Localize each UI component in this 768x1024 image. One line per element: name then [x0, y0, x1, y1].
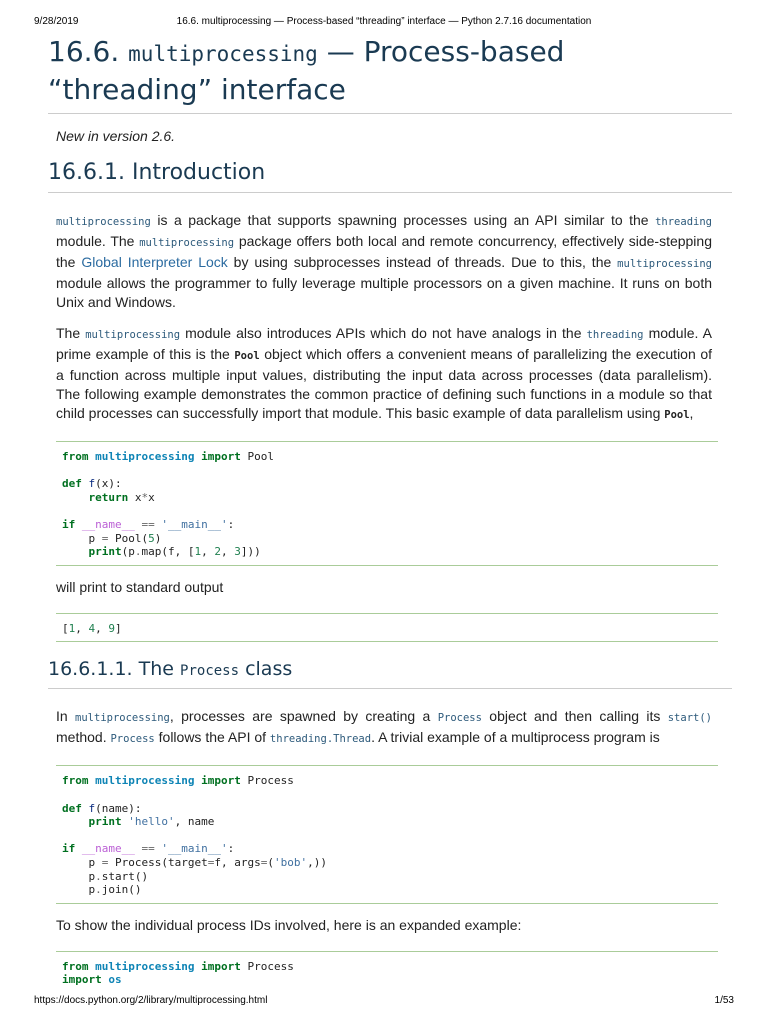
code-token: 'bob' [273, 855, 308, 869]
code-token: from [62, 450, 89, 463]
heading-number: 16.6.1.1. The [48, 658, 181, 681]
text-span: module also introduces APIs which do not have analogs in the [180, 325, 587, 341]
version-note: New in version 2.6. [56, 128, 176, 144]
code-token: p [62, 869, 96, 883]
code-literal[interactable]: Pool [234, 350, 260, 362]
print-title: 16.6. multiprocessing — Process-based “threading” interface — Python 2.7.16 documentation [176, 16, 592, 27]
code-token: Process(target [108, 855, 208, 869]
text-span: module allows the programmer to fully leverage multiple processors on a given machine. It runs on both Unix and Windows. [56, 275, 712, 310]
code-token: from [62, 774, 89, 788]
code-token: import [201, 450, 241, 463]
intro-paragraph-1 [56, 211, 712, 312]
code-token [82, 477, 89, 490]
title-rest: — Process-based “threading” interface [48, 35, 565, 106]
code-output [56, 613, 718, 643]
code-token: 9 [108, 621, 115, 635]
code-line [62, 774, 294, 787]
code-token: f [88, 801, 96, 815]
expanded-caption: To show the individual process IDs involved, here is an expanded example: [56, 916, 522, 933]
code-token: , [220, 545, 235, 559]
code-token: = [101, 855, 109, 869]
code-token [62, 491, 89, 504]
text-span: object and then calling its [481, 708, 668, 725]
code-token: : [227, 517, 235, 531]
code-line [62, 802, 141, 815]
process-class-heading [48, 656, 732, 689]
code-literal[interactable]: Pool [664, 409, 690, 421]
gil-link[interactable]: Global Interpreter Lock [81, 254, 228, 270]
print-url: https://docs.python.org/2/library/multiprocessing.html [34, 995, 268, 1006]
document-body [48, 34, 732, 993]
code-token: ,)) [307, 855, 327, 869]
code-token: , [75, 621, 89, 635]
code-token: : [227, 842, 235, 856]
text-span: by using subprocesses instead of threads. Due to this, the [227, 254, 618, 270]
code-token: multiprocessing [95, 959, 195, 973]
code-example-pool [56, 441, 718, 566]
code-token [75, 842, 82, 855]
code-token [62, 815, 89, 828]
code-token: (name): [95, 801, 142, 815]
code-token: ( [267, 855, 274, 869]
code-line [62, 532, 161, 545]
code-token: Process [240, 774, 294, 788]
module-name: multiprocessing [128, 42, 318, 66]
code-token: p [62, 531, 102, 545]
code-token: , [95, 621, 109, 635]
code-token: start() [101, 869, 149, 883]
code-literal[interactable]: multiprocessing [56, 216, 151, 228]
code-token: Process [240, 959, 294, 973]
code-token: 5 [148, 531, 155, 545]
code-token: def [62, 801, 82, 815]
code-example-process [56, 765, 718, 903]
code-token: 1 [68, 621, 76, 635]
code-token: import [201, 959, 241, 973]
code-token: = [260, 855, 268, 869]
code-token: from [62, 959, 89, 973]
code-token: join() [101, 883, 142, 897]
code-token [82, 802, 89, 815]
print-header [34, 16, 734, 30]
code-line [62, 883, 142, 896]
code-token: '__main__' [161, 842, 228, 856]
code-token: == [141, 842, 155, 856]
heading-rest: class [239, 658, 293, 681]
code-example-expanded [56, 951, 718, 993]
code-token: = [101, 531, 109, 545]
text-span: module. A prime example of this is the [56, 325, 713, 362]
code-line [62, 842, 234, 855]
code-token: '__main__' [161, 517, 228, 531]
code-token: f [88, 477, 96, 491]
code-token: ) [154, 531, 162, 545]
text-span: , processes are spawned by creating a [169, 708, 438, 725]
code-token: == [141, 517, 155, 531]
code-token: x [128, 490, 142, 504]
code-literal[interactable]: threading [655, 216, 712, 228]
code-token: multiprocessing [95, 774, 195, 788]
code-token: import [201, 774, 241, 788]
code-token: __name__ [81, 517, 135, 531]
code-token: . [134, 545, 142, 559]
code-token: Pool( [108, 531, 149, 545]
code-token [75, 518, 82, 531]
print-date: 9/28/2019 [34, 16, 79, 27]
code-token: 1 [194, 545, 202, 559]
code-token: def [62, 477, 82, 491]
code-token: multiprocessing [95, 450, 195, 463]
code-token: print [88, 545, 122, 559]
code-line [62, 973, 122, 986]
text-span: is a package that supports spawning processes using an API similar to the [150, 212, 656, 228]
code-line [62, 870, 148, 883]
text-span: follows the API of [154, 729, 270, 746]
print-footer [34, 995, 734, 1009]
section-number: 16.6. [48, 35, 120, 68]
code-token: print [88, 815, 122, 829]
code-token: 'hello' [128, 815, 175, 829]
page-number: 1/53 [714, 995, 734, 1006]
process-paragraph [56, 707, 712, 749]
code-token: p [62, 855, 102, 869]
heading-code: Process [180, 663, 240, 680]
page-title [48, 34, 732, 114]
code-token: , name [174, 815, 215, 829]
code-token: 4 [88, 621, 96, 635]
code-token: if [62, 517, 76, 531]
code-token: __name__ [81, 842, 135, 856]
code-line [62, 477, 122, 490]
text-span: In [56, 708, 76, 725]
code-token: return [88, 490, 129, 504]
code-token: ])) [240, 545, 261, 559]
code-token: ] [115, 621, 122, 635]
code-literal[interactable]: start() [667, 712, 712, 725]
text-span: module. The [56, 233, 140, 249]
code-literal[interactable]: threading.Thread [269, 733, 372, 746]
text-span: object which offers a convenient means of parallelizing the execution of a function across multiple input values, distributing the input data across processes (data parallelism). The following example demonstrates the common practice of defining such functions in a module so that child processes can successfully import that module. This basic example of data parallelism using [56, 346, 712, 421]
code-token: 3 [234, 545, 241, 559]
code-token: x [148, 490, 155, 504]
code-token: [ [62, 621, 69, 635]
code-token: 2 [214, 545, 221, 559]
code-token: (p [121, 545, 135, 559]
code-line [62, 815, 214, 828]
code-literal[interactable]: multiprocessing [85, 329, 181, 341]
code-line [62, 960, 294, 973]
code-token: map(f, [ [141, 545, 195, 559]
code-token [62, 545, 89, 558]
intro-paragraph-2 [56, 324, 712, 425]
code-token: . [95, 883, 102, 897]
code-token: Pool [240, 450, 274, 463]
code-literal[interactable]: Process [110, 733, 155, 746]
code-token: p [62, 883, 96, 897]
code-token: (x): [95, 477, 122, 491]
code-token: = [207, 855, 215, 869]
code-line [62, 450, 274, 463]
text-span: . A trivial example of a multiprocess program is [371, 729, 660, 746]
code-line [62, 491, 155, 504]
code-literal[interactable]: threading [586, 329, 644, 341]
code-token: , [201, 545, 215, 559]
output-caption: will print to standard output [56, 578, 224, 595]
code-line [62, 518, 234, 531]
text-span: The [56, 325, 86, 341]
text-span: package offers both local and remote concurrency, effectively side-stepping the [56, 233, 712, 270]
text-span: , [689, 405, 694, 421]
text-span: method. [56, 729, 111, 746]
code-token: if [62, 842, 76, 856]
code-literal[interactable]: multiprocessing [617, 258, 712, 270]
code-literal[interactable]: Process [437, 712, 482, 725]
intro-heading: 16.6.1. Introduction [48, 158, 732, 193]
code-token: . [95, 869, 102, 883]
code-literal[interactable]: multiprocessing [75, 712, 170, 725]
code-token: os [108, 973, 122, 987]
code-token: f, args [214, 855, 261, 869]
code-token: * [141, 490, 149, 504]
code-line [62, 545, 261, 558]
code-line [62, 622, 122, 635]
code-literal[interactable]: multiprocessing [139, 237, 235, 249]
code-token: import [62, 973, 102, 987]
code-line [62, 856, 327, 869]
